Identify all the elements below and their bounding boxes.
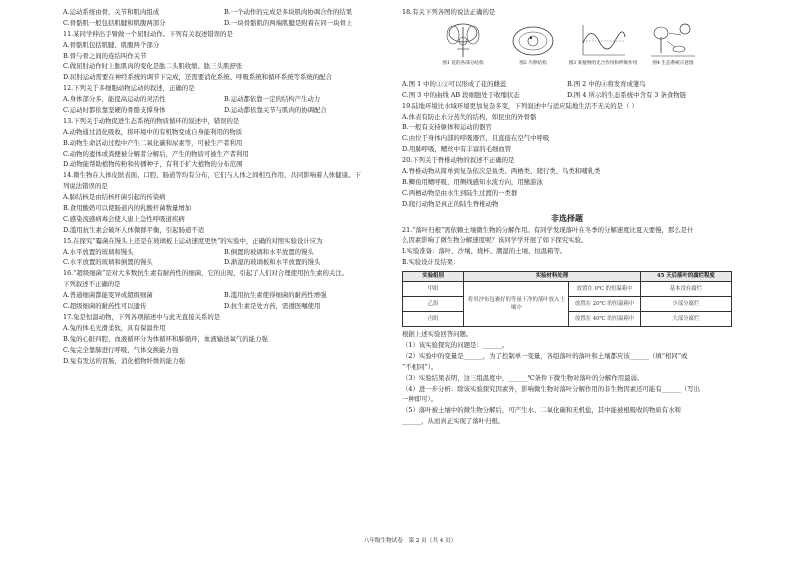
question-21-intro xyxy=(402,226,732,270)
figure-4-caption: 图4 生态系统示意图 xyxy=(652,60,694,66)
text-line: 一种即可）。 xyxy=(402,395,438,404)
option-a: C.水平放置的玻璃和倒置的馒头 xyxy=(63,258,153,267)
figure-3-caption: 图3 某植物的光合作用和呼吸作用 xyxy=(568,60,638,66)
right-column xyxy=(402,8,732,428)
option-row xyxy=(63,95,385,106)
option-row xyxy=(63,248,385,259)
table-header: 实验组别 xyxy=(403,272,464,282)
table-cell-result: 基本没有腐烂 xyxy=(640,282,731,297)
option-a: C.运动时都依靠坚硬的骨骼支撑身体 xyxy=(63,106,166,115)
text-line: 11.某同学伸出手臂做一个屈肘动作。下列有关叙述错误的是 xyxy=(63,29,233,38)
option-b: B.滥用抗生素使得细菌的耐药性增强 xyxy=(224,291,327,300)
text-line: D.屈肘运动需要在神经系统的调节下完成，还需要消化系统、呼吸系统和循环系统等系统的配合 xyxy=(63,73,332,82)
text-line: 21.“落叶归根”需依赖土壤微生物的分解作用。有同学发现落叶在冬季的分解速度比夏天要慢，那么是什 xyxy=(402,225,694,234)
curve-chart-icon xyxy=(577,21,629,61)
option-row xyxy=(402,91,732,102)
text-line: C.两栖动物是由水生到陆生过渡的一类群 xyxy=(402,188,518,197)
text-line: 18.有关下列各图的说法正确的是 xyxy=(402,8,496,16)
table-cell-condition: 放置在 20℃ 的恒温箱中 xyxy=(569,297,640,312)
text-line: 19.陆地环境比水域环境更加复杂多变，下列叙述中与适应陆地生活不无关的是（ ） xyxy=(402,101,638,110)
table-header: 45 天后落叶的腐烂程度 xyxy=(640,272,731,282)
figure-2 xyxy=(502,21,564,77)
option-b: B.运动都依靠一定的结构产生动力 xyxy=(224,95,321,104)
table-cell-result: 大部分腐烂 xyxy=(640,312,731,327)
option-a: A.身体部分多，能提高运动的灵活性 xyxy=(63,95,166,104)
table-header-row xyxy=(403,272,732,282)
option-a: C.超级细菌的耐药性可以遗传 xyxy=(63,302,147,311)
table-row xyxy=(403,282,732,297)
section-title: 非选择题 xyxy=(551,213,583,223)
text-line: （5）落叶被土壤中的微生物分解后，可产生水、二氧化碳和无机盐，其中能被根吸收的物质有水和 xyxy=(402,406,681,415)
table-header: 实验材料处理 xyxy=(464,272,641,282)
figure-2-caption: 图2 鸟卵结构 xyxy=(519,60,547,66)
bird-egg-icon xyxy=(507,21,559,61)
text-line: 16.“超级细菌”是对大多数抗生素有耐药性的细菌，它的出现，引起了人们对合理使用抗生素的关注。 xyxy=(63,269,349,278)
flower-structure-icon xyxy=(437,21,489,61)
text-line: 么因素影响了微生物分解速度呢？该同学学开展了如下探究实验。 xyxy=(402,236,588,245)
option-row xyxy=(402,80,732,91)
text-line: A.肺结核是由结核杆菌引起的传染病 xyxy=(63,193,166,202)
table-cell-condition: 放置在 40℃ 的恒温箱中 xyxy=(569,312,640,327)
text-line: C.做屈肘动作时上肱肌肉的变化是肱二头肌收缩、肱三头肌舒张 xyxy=(63,62,243,71)
option-row xyxy=(63,258,385,269)
text-line: D.兔有发达的盲肠，消化植物纤维的能力强 xyxy=(63,356,185,365)
option-a: A.水平放置的玻璃和馒头 xyxy=(63,247,134,256)
table-cell-group: 乙组 xyxy=(403,297,464,312)
text-line: （3）实验结果表明，这三组温度中，______℃条件下微生物对落叶的分解作用最弱。 xyxy=(402,373,644,382)
text-line: B.食用酸奶可以使肠道内的乳酸杆菌数量增加 xyxy=(63,204,192,213)
text-line: A.脊椎动物从简单到复杂依次是鱼类、两栖类、爬行类、鸟类和哺乳类 xyxy=(402,167,601,176)
text-line: B.鲫鱼用鳃呼吸，用侧线感知水流方向，用鳍游泳 xyxy=(402,177,543,186)
figure-3 xyxy=(568,21,638,77)
table-cell-condition: 放置在 0℃ 的恒温箱中 xyxy=(569,282,640,297)
text-line: A.体表有防止水分蒸失的结构，如昆虫的外骨骼 xyxy=(402,112,537,121)
text-line: D.用肺呼吸，鳃丝中有丰富的毛细血管 xyxy=(402,145,512,154)
option-b: D.抗生素是处方药，需遵医嘱使用 xyxy=(224,302,321,311)
text-line: 15.在探究“霉菌在馒头上还是在玻璃板上运动速度更快”的实验中，正确的对照实验设计应为 xyxy=(63,236,323,245)
table-cell-result: 少部分腐烂 xyxy=(640,297,731,312)
table-cell-group: 丙组 xyxy=(403,312,464,327)
text-line: 12.下列关于多细胞动物运动的叙述，正确的是 xyxy=(63,84,195,93)
page-footer: 八年级生物试卷 第 2 页（共 4 页） xyxy=(363,538,457,544)
text-line: ______，从而真正实现了落叶归根。 xyxy=(402,417,505,426)
text-line: 根据上述实验回答问题。 xyxy=(402,330,473,339)
option-b: D.运动都依靠关节与肌肉的协调配合 xyxy=(224,106,327,115)
option-a: A.运动系统由骨、关节和肌肉组成 xyxy=(63,8,160,16)
text-line: C.由位于身体内部的呼吸器官，且直接在空气中呼吸 xyxy=(402,134,550,143)
text-line: C.感染流感病毒会使人患上急性呼吸道疾病 xyxy=(63,214,185,223)
text-line: A.动物通过消化吸收，将环境中的有机物变成自身能利用的物质 xyxy=(63,127,243,136)
left-column xyxy=(63,8,385,367)
experiment-table xyxy=(402,271,732,327)
question-block-left xyxy=(63,8,385,367)
option-row xyxy=(63,19,385,30)
option-a: A.普通细菌都能变异成超级细菌 xyxy=(63,291,153,300)
option-row xyxy=(63,106,385,117)
text-line: B.骨与骨之间的连结叫作关节 xyxy=(63,51,147,60)
option-a: C.骨骼肌一般包括肌腱和肌腹两部分 xyxy=(63,18,166,27)
table-cell-group: 甲组 xyxy=(403,282,464,297)
figure-1 xyxy=(432,21,494,77)
text-line: B.兔的心脏四腔，血液循环分为体循环和肺循环，血液输送氧气的能力强 xyxy=(63,334,268,343)
option-row xyxy=(63,302,385,313)
text-line: （1）该实验探究的问题是：______。 xyxy=(402,341,509,350)
figure-4 xyxy=(642,21,704,77)
option-b: D.一块骨骼肌的两端肌腱是附着在同一块骨上 xyxy=(224,18,353,27)
text-line: 列说法错误的是 xyxy=(63,182,108,191)
option-a: C.图 3 中的曲线 AB 段细胞处于收缩状态 xyxy=(402,90,520,99)
option-b: B.倒置的玻璃和水平放置的馒头 xyxy=(224,247,314,256)
text-line: A.兔的体毛光滑柔软，具有保温作用 xyxy=(63,323,166,332)
text-line: C.兔完全靠肺进行呼吸，气体交换能力强 xyxy=(63,345,179,354)
option-a: A.图 1 中的①②可以形成了花的雌蕊 xyxy=(402,79,507,88)
text-line: 20.下列关于脊椎动物的叙述不正确的是 xyxy=(402,156,515,165)
text-line: D.爬行动物是真正的陆生脊椎动物 xyxy=(402,199,499,208)
text-line: （2）实验中的变量是______，为了控制单一变量，各组落叶的落叶和土壤都应该______（填“相同”或 xyxy=(402,351,688,360)
option-b: B.图 2 中的④将发育成雏鸟 xyxy=(567,79,646,88)
text-line: “不相同”）。 xyxy=(402,362,438,371)
text-line: B.一般有支持躯体和运动的器官 xyxy=(402,123,492,132)
text-line: 14.微生物在人体皮肤表面、口腔、肠道等均有分布，它们与人体之间相互作用，共同影响着人体健康。下 xyxy=(63,171,361,180)
option-row xyxy=(63,8,385,19)
question-21-subquestions xyxy=(402,330,732,428)
text-line: D.动物能帮助植物传粉和传播种子，有利于扩大植物的分布范围 xyxy=(63,160,243,169)
ecosystem-icon xyxy=(647,21,699,61)
text-line: C.动物的遗体或粪便被分解者分解后，产生的物质可被生产者利用 xyxy=(63,149,249,158)
text-line: B.动物生命活动过程中产生二氧化碳和尿素等，可被生产者利用 xyxy=(63,138,243,147)
questions-18-20 xyxy=(402,80,732,211)
option-b: D.图 4 所示的生态系统中含有 3 条食物链 xyxy=(567,90,687,99)
text-line: 13.下列关于动物促进生态系统的物质循环的叙述中，错误的是 xyxy=(63,116,240,125)
text-line: A.骨骼肌包括肌腱、肌腹两个部分 xyxy=(63,40,160,49)
table-cell-shared: 将用沙布包裹好的等量干净的落叶放入土壤中 xyxy=(464,282,569,327)
text-line: 下列叙述不正确的是 xyxy=(63,280,121,289)
option-b: D.渐湿的玻璃板和水平放置的馒头 xyxy=(224,258,321,267)
question-18-stem xyxy=(402,8,732,19)
text-line: Ⅱ.实验设计及结果： xyxy=(402,258,460,267)
text-line: 17.兔是恒温动物，下列各项描述中与此无直接关系的是 xyxy=(63,312,221,321)
text-line: D.滥用抗生素会破坏人体微群平衡，引起肠道不适 xyxy=(63,225,205,234)
option-row xyxy=(63,291,385,302)
figure-1-caption: 图1 花的各部分结构 xyxy=(442,60,484,66)
figure-strip xyxy=(432,21,732,77)
option-b: B.一个动作的完成是多块肌肉协调合作的结果 xyxy=(224,8,353,16)
text-line: （4）进一步分析：除该实验探究因素外，影响微生物对落叶分解作用的非生物因素还可能有______（写出 xyxy=(402,384,701,393)
text-line: Ⅰ.实验准备：落叶、沙壤、烧杯、潮湿的土壤、恒温箱等。 xyxy=(402,247,567,256)
